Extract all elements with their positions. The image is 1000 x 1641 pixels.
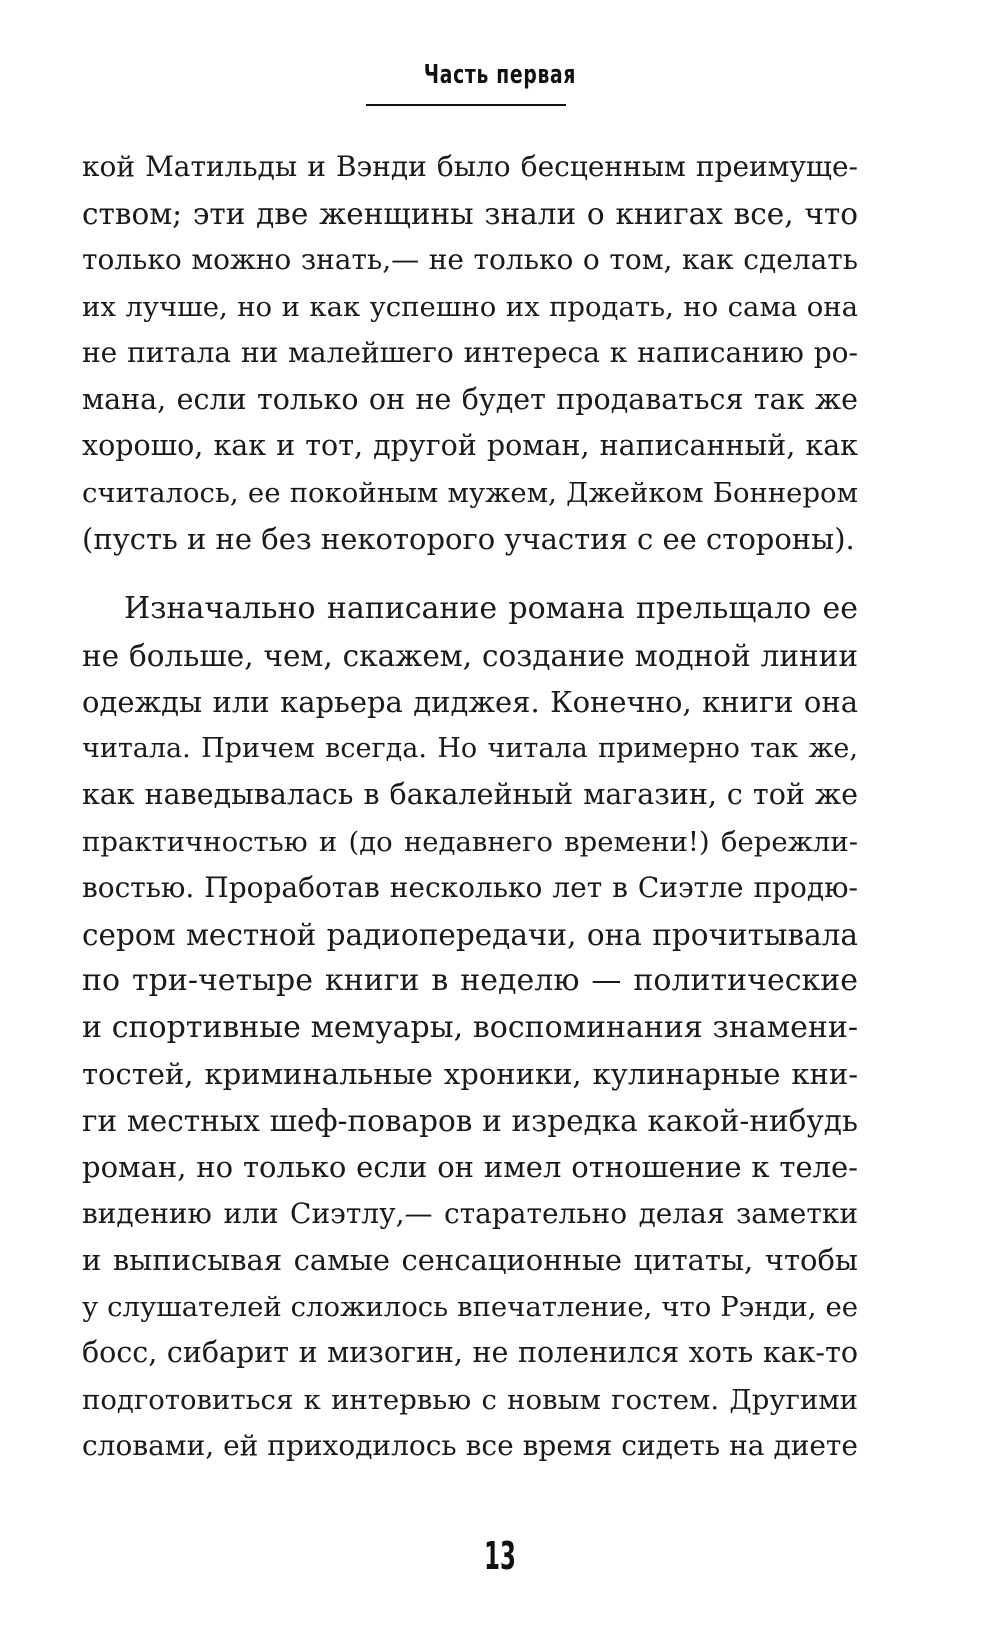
text-line: хорошо, как и тот, другой роман, написанный, как — [82, 429, 858, 462]
text-line: востью. Проработав несколько лет в Сиэтле продю- — [82, 871, 858, 904]
text-line: читала. Причем всегда. Но читала примерно так же, — [82, 732, 858, 764]
text-line: практичностью и (до недавнего времени!) бережли- — [82, 825, 858, 858]
text-line: ги местных шеф-поваров и изредка какой-нибудь — [82, 1103, 858, 1138]
text-line: одежды или карьера диджея. Конечно, книги она — [82, 685, 858, 719]
text-line: и спортивные мемуары, воспоминания знамени- — [82, 1009, 858, 1045]
text-line: подготовиться к интервью с новым гостем. Другими — [82, 1383, 858, 1416]
text-line: не больше, чем, скажем, создание модной линии — [82, 638, 858, 673]
text-line: мана, если только он не будет продаваться так же — [82, 382, 858, 416]
text-line: словами, ей приходилось все время сидеть на диете — [82, 1429, 858, 1462]
text-line: Изначально написание романа прельщало ее — [124, 591, 858, 626]
text-line: роман, но только если он имел отношение к теле- — [82, 1150, 858, 1184]
text-line: не питала ни малейшего интереса к написанию ро- — [82, 336, 858, 369]
text-line: по три-четыре книги в неделю — политические — [82, 963, 858, 998]
text-line: босс, сибарит и мизогин, не поленился хоть как-то — [82, 1336, 858, 1369]
paragraph-1 — [82, 144, 858, 563]
text-line: видению или Сиэтлу,— старательно делая заметки — [82, 1196, 858, 1230]
page-number: 13 — [484, 1534, 516, 1578]
text-line: кой Матильды и Вэнди было бесценным преимуще- — [82, 150, 858, 183]
running-head: Часть первая — [423, 60, 577, 90]
text-line: (пусть и не без некоторого участия с ее стороны). — [82, 522, 855, 556]
text-line: как наведывалась в бакалейный магазин, с той же — [82, 778, 858, 811]
running-head-rule — [366, 104, 566, 106]
text-line: у слушателей сложилось впечатление, что Рэнди, ее — [82, 1290, 858, 1323]
text-line: и выписывая самые сенсационные цитаты, чтобы — [82, 1243, 858, 1277]
text-line: тостей, криминальные хроники, кулинарные кни- — [82, 1057, 858, 1091]
text-line: только можно знать,— не только о том, как сделать — [82, 243, 858, 276]
paragraph-2 — [82, 586, 858, 1470]
text-line: их лучше, но и как успешно их продать, но сама она — [82, 290, 858, 323]
text-line: считалось, ее покойным мужем, Джейком Боннером — [82, 476, 858, 509]
text-line: сером местной радиопередачи, она прочитывала — [82, 917, 858, 952]
text-line: ством; эти две женщины знали о книгах все, что — [82, 196, 858, 231]
